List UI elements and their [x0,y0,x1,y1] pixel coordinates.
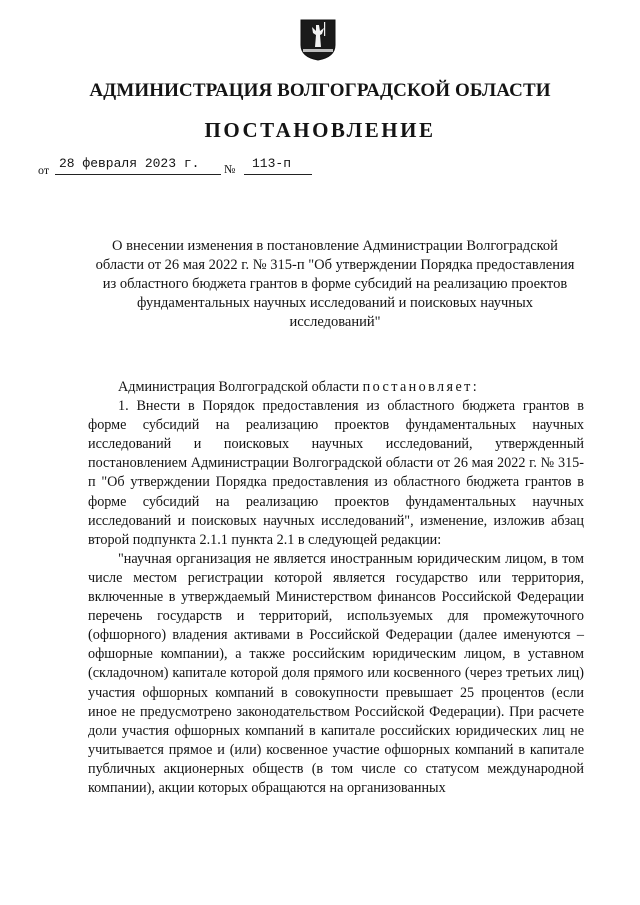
document-subject: О внесении изменения в постановление Администрации Волгоградской области от 26 мая 2022 г. № 315-п "Об утверждении Порядка предоставления из областного бюджета грантов в форме субсидий на реализацию проектов фундаментальных научных исследований и поисковых научных исследований" [95,238,575,330]
quoted-paragraph: "научная организация не является иностранным юридическим лицом, в том числе местом регистрации которой является государство или территория, включенные в утверждаемый Министерством финансов Российской Федерации перечень государств и территорий, используемых для промежуточного (офшорного) владения активами в Российской Федерации (далее именуются – офшорные компании), а также российским юридическим лицом, в уставном (складочном) капитале которой доля прямого или косвенного (через третьих лиц) участия офшорных компаний в совокупности превышает 25 процентов (если иное не предусмотрено законодательством Российской Федерации). При расчете доли участия офшорных компаний в капитале российских юридических лиц не учитывается прямое и (или) косвенное участие офшорных компаний в капитале публичных акционерных обществ (в том числе со статусом международной компании), акции которых обращаются на организованных [88,550,584,796]
document-type-title: ПОСТАНОВЛЕНИЕ [204,118,436,142]
number-prefix-label: № [224,162,236,176]
document-date: 28 февраля 2023 г. [55,154,221,175]
preamble-action: постановляет: [362,379,480,395]
organization-title: АДМИНИСТРАЦИЯ ВОЛГОГРАДСКОЙ ОБЛАСТИ [89,80,551,101]
preamble-text: Администрация Волгоградской области [118,379,360,395]
preamble-paragraph [88,378,584,397]
document-body [88,378,584,798]
item-1-paragraph: 1. Внести в Порядок предоставления из областного бюджета грантов в форме субсидий на реализацию проектов фундаментальных научных исследований и поисковых научных исследований, утвержденный постановлением Администрации Волгоградской области от 26 мая 2022 г. № 315-п "Об утверждении Порядка предоставления из областного бюджета грантов в форме субсидий на реализацию проектов фундаментальных научных исследований и поисковых научных исследований", изменение, изложив абзац второй подпункта 2.1.1 пункта 2.1 в следующей редакции: [88,398,584,548]
document-number: 113-п [244,154,312,175]
volgograd-coat-of-arms-icon [300,19,336,61]
date-prefix-label: от [38,163,50,177]
